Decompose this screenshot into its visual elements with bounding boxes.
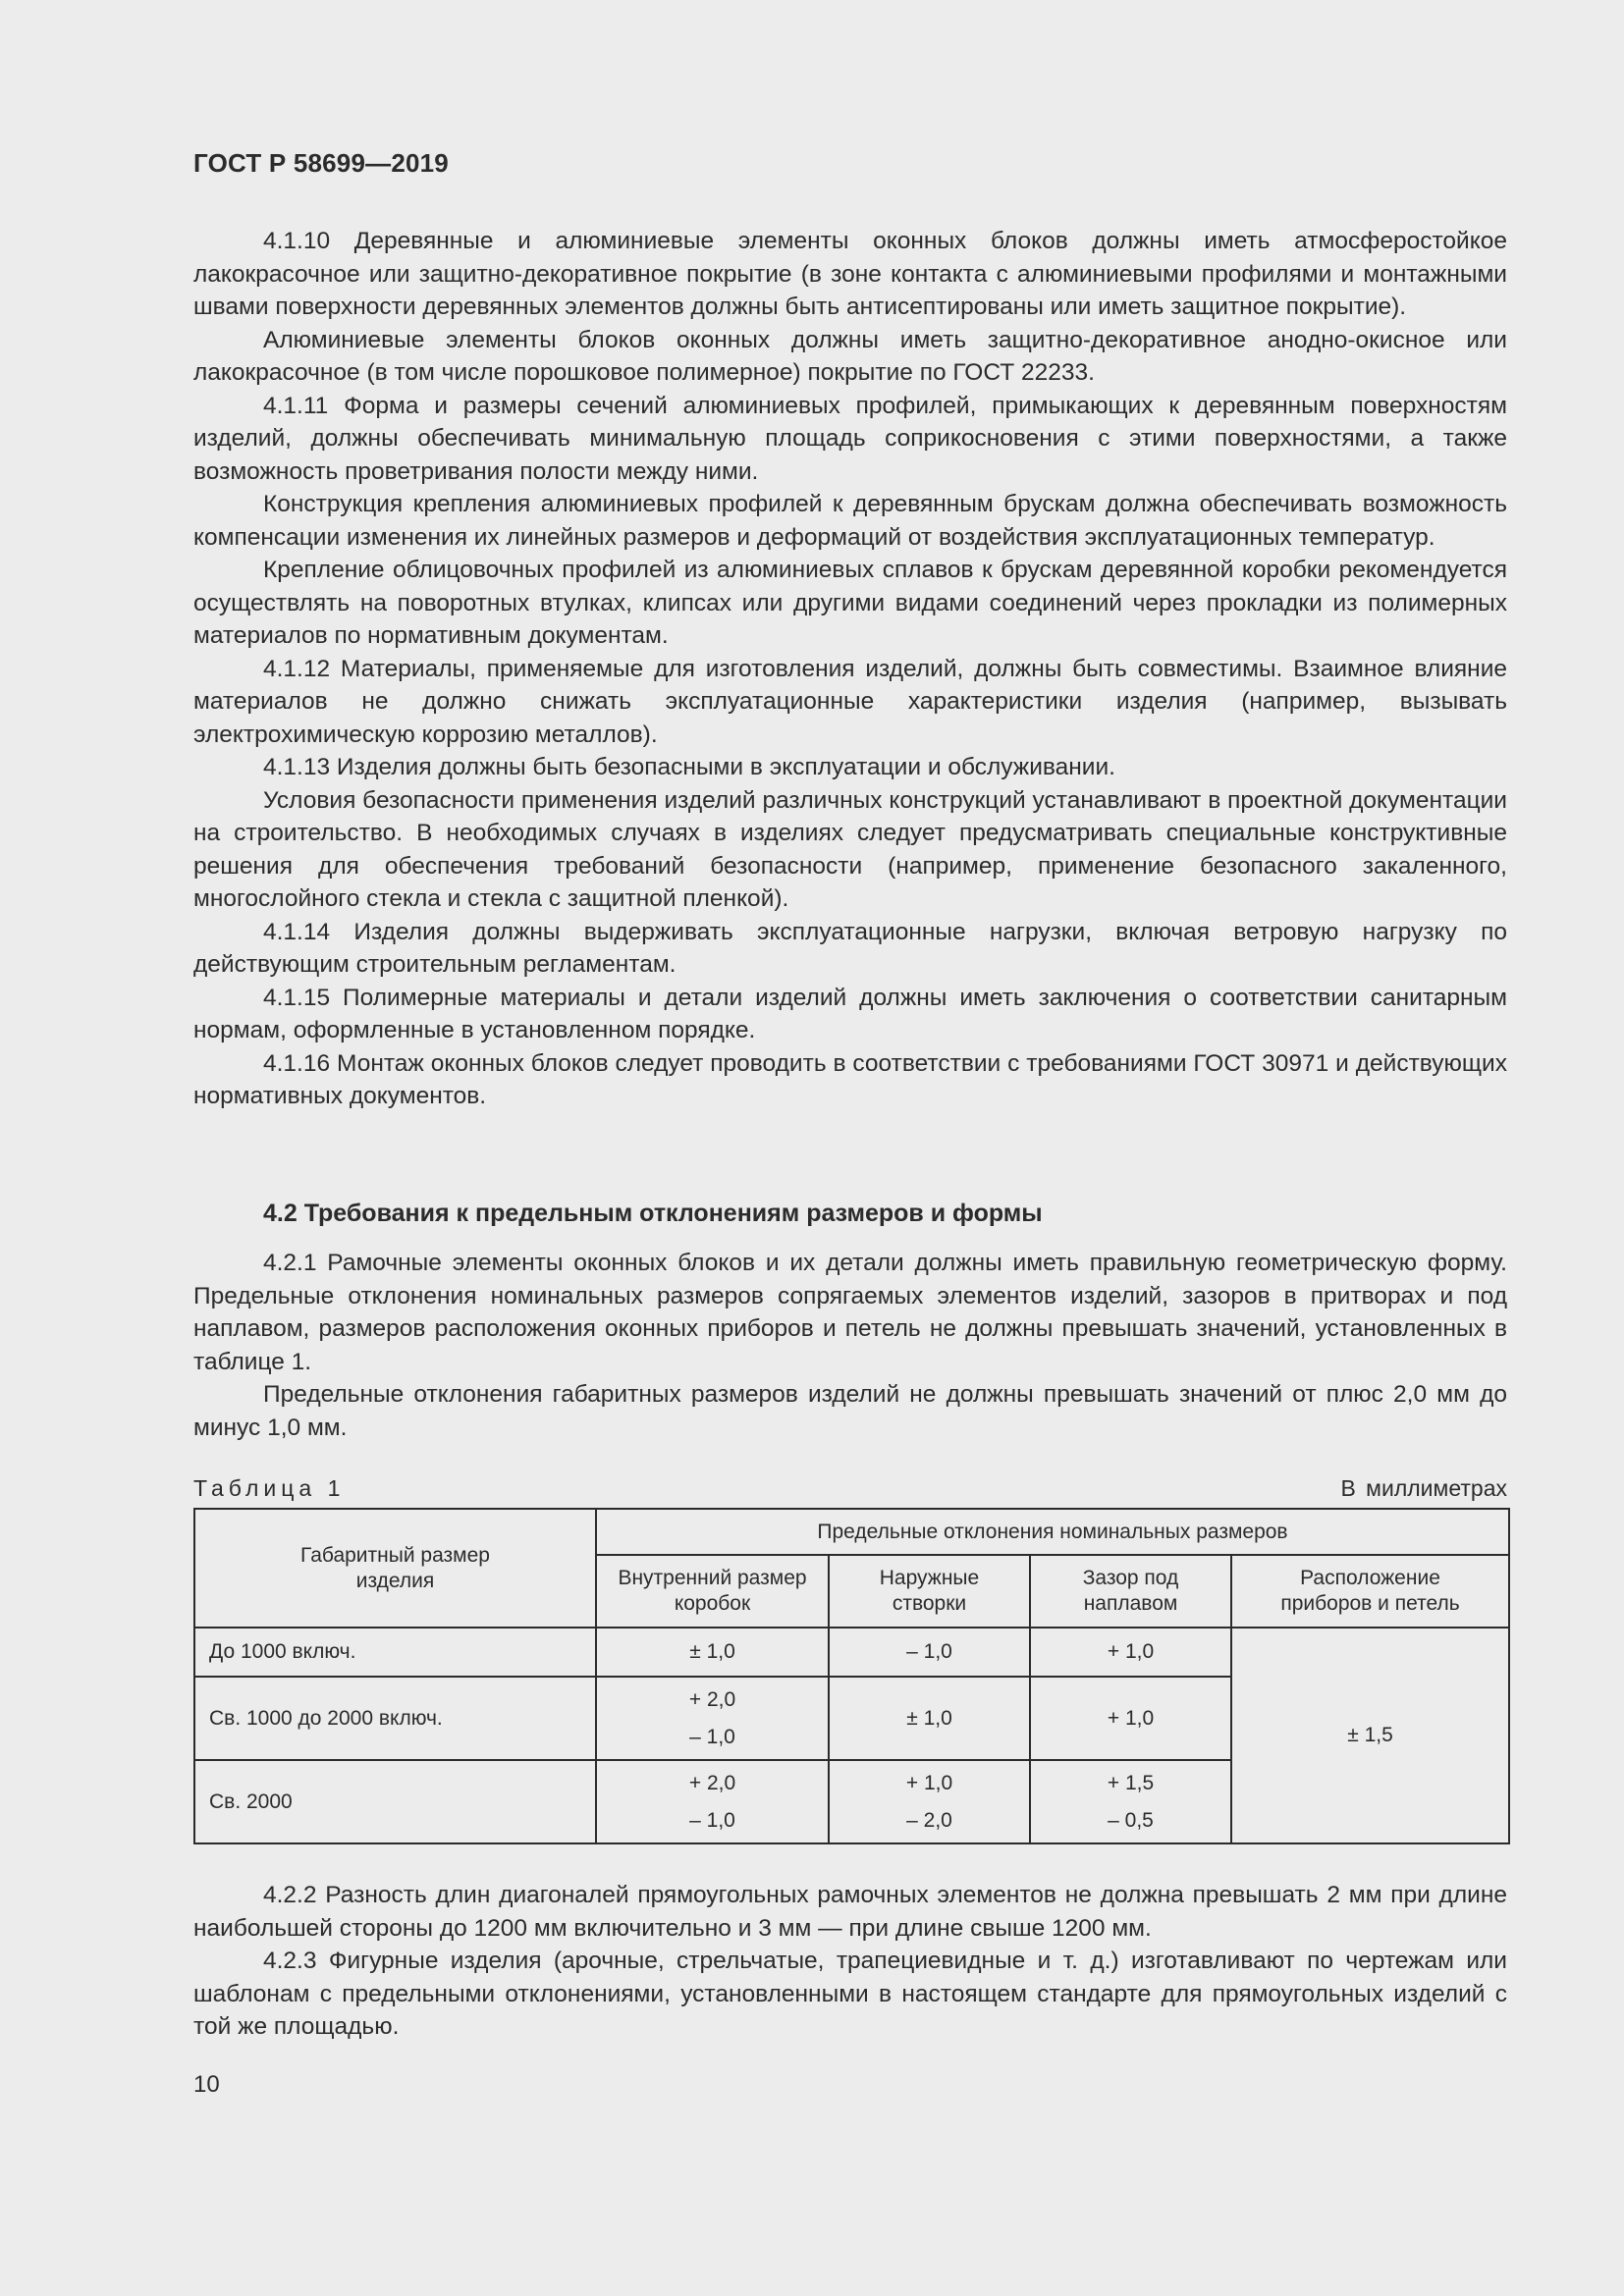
paragraph-4-1-10: 4.1.10 Деревянные и алюминиевые элементы оконных блоков должны иметь атмосферостойкое лакокрасочное или защитно-декоративное покрытие (в зоне контакта с алюминиевыми профилями и монтажными швами поверхности деревянных элементов должны быть антисептированы или иметь защитное покрытие). — [193, 228, 1507, 320]
paragraph-4-1-15: 4.1.15 Полимерные материалы и детали изделий должны иметь заключения о соответствии санитарным нормам, оформленные в установленном порядке. — [193, 984, 1507, 1043]
cell-outer: + 1,0 – 2,0 — [829, 1760, 1030, 1843]
cell-outer: ± 1,0 — [829, 1677, 1030, 1760]
paragraph-fastening-design: Конструкция крепления алюминиевых профилей к деревянным брускам должна обеспечивать возможность компенсации изменения их линейных размеров и деформаций от воздействия эксплуатационных температур. — [193, 491, 1507, 551]
cell-size: До 1000 включ. — [194, 1628, 596, 1677]
paragraph-cladding-fastening: Крепление облицовочных профилей из алюминиевых сплавов к брускам деревянной коробки рекомендуется осуществлять на поворотных втулках, клипсах или другими видами соединений через прокладки из полимерных материалов по нормативным документам. — [193, 557, 1507, 649]
table-units: В миллиметрах — [1340, 1475, 1507, 1501]
cell-inner: + 2,0 – 1,0 — [596, 1677, 829, 1760]
cell-gap: + 1,5 – 0,5 — [1030, 1760, 1231, 1843]
paragraph-4-1-12: 4.1.12 Материалы, применяемые для изготовления изделий, должны быть совместимы. Взаимное влияние материалов не должно снижать эксплуатационные характеристики изделия (например, вызывать электрохимическую коррозию металлов). — [193, 655, 1507, 748]
cell-fittings: ± 1,5 — [1231, 1628, 1509, 1843]
header-inner-frame: Внутренний размер коробок — [596, 1555, 829, 1628]
header-overall-size: Габаритный размер изделия — [194, 1509, 596, 1628]
header-group-deviations: Предельные отклонения номинальных размеров — [596, 1509, 1509, 1555]
page-number: 10 — [193, 2071, 220, 2098]
header-overlap-gap: Зазор под наплавом — [1030, 1555, 1231, 1628]
cell-gap: + 1,0 — [1030, 1677, 1231, 1760]
paragraph-4-1-16: 4.1.16 Монтаж оконных блоков следует проводить в соответствии с требованиями ГОСТ 30971 и действующих нормативных документов. — [193, 1049, 1507, 1109]
paragraph-4-2-2: 4.2.2 Разность длин диагоналей прямоугольных рамочных элементов не должна превышать 2 мм при длине наибольшей стороны до 1200 мм включительно и 3 мм — при длине свыше 1200 мм. — [193, 1882, 1507, 1942]
document-code: ГОСТ Р 58699—2019 — [193, 148, 449, 178]
body-text-top — [193, 225, 1507, 1113]
header-fittings-position: Расположение приборов и петель — [1231, 1555, 1509, 1628]
paragraph-aluminium-coating: Алюминиевые элементы блоков оконных должны иметь защитно-декоративное анодно-окисное или лакокрасочное (в том числе порошковое полимерное) покрытие по ГОСТ 22233. — [193, 326, 1507, 386]
header-outer-sash: Наружные створки — [829, 1555, 1030, 1628]
paragraph-safety-conditions: Условия безопасности применения изделий различных конструкций устанавливают в проектной документации на строительство. В необходимых случаях в изделиях следует предусматривать специальные конструктивные решения для обеспечения требований безопасности (например, применение безопасного закаленного, многослойного стекла и стекла с защитной пленкой). — [193, 786, 1507, 912]
table-row — [194, 1628, 1509, 1677]
cell-outer: – 1,0 — [829, 1628, 1030, 1677]
cell-size: Св. 1000 до 2000 включ. — [194, 1677, 596, 1760]
cell-size: Св. 2000 — [194, 1760, 596, 1843]
cell-gap: + 1,0 — [1030, 1628, 1231, 1677]
cell-inner: ± 1,0 — [596, 1628, 829, 1677]
paragraph-4-1-13: 4.1.13 Изделия должны быть безопасными в эксплуатации и обслуживании. — [263, 754, 1115, 780]
paragraph-4-1-11: 4.1.11 Форма и размеры сечений алюминиевых профилей, примыкающих к деревянным поверхностям изделий, должны обеспечивать минимальную площадь соприкосновения с этими поверхностями, а также возможность проветривания полости между ними. — [193, 392, 1507, 485]
paragraph-4-2-1: 4.2.1 Рамочные элементы оконных блоков и их детали должны иметь правильную геометрическую форму. Предельные отклонения номинальных размеров сопрягаемых элементов изделий, зазоров в притворах и под наплавом, размеров расположения оконных приборов и петель не должны превышать значений, установленных в таблице 1. — [193, 1250, 1507, 1375]
cell-inner: + 2,0 – 1,0 — [596, 1760, 829, 1843]
paragraph-4-1-14: 4.1.14 Изделия должны выдерживать эксплуатационные нагрузки, включая ветровую нагрузку по действующим строительным регламентам. — [193, 918, 1507, 978]
body-text-mid — [193, 1247, 1507, 1444]
tolerance-table — [193, 1508, 1510, 1844]
body-text-bottom — [193, 1879, 1507, 2044]
paragraph-overall-deviations: Предельные отклонения габаритных размеров изделий не должны превышать значений от плюс 2,0 мм до минус 1,0 мм. — [193, 1381, 1507, 1441]
section-heading-4-2: 4.2 Требования к предельным отклонениям размеров и формы — [263, 1200, 1043, 1227]
paragraph-4-2-3: 4.2.3 Фигурные изделия (арочные, стрельчатые, трапециевидные и т. д.) изготавливают по чертежам или шаблонам с предельными отклонениями, установленными в настоящем стандарте для прямоугольных изделий с той же площадью. — [193, 1948, 1507, 2040]
table-caption: Таблица 1 — [193, 1475, 346, 1501]
